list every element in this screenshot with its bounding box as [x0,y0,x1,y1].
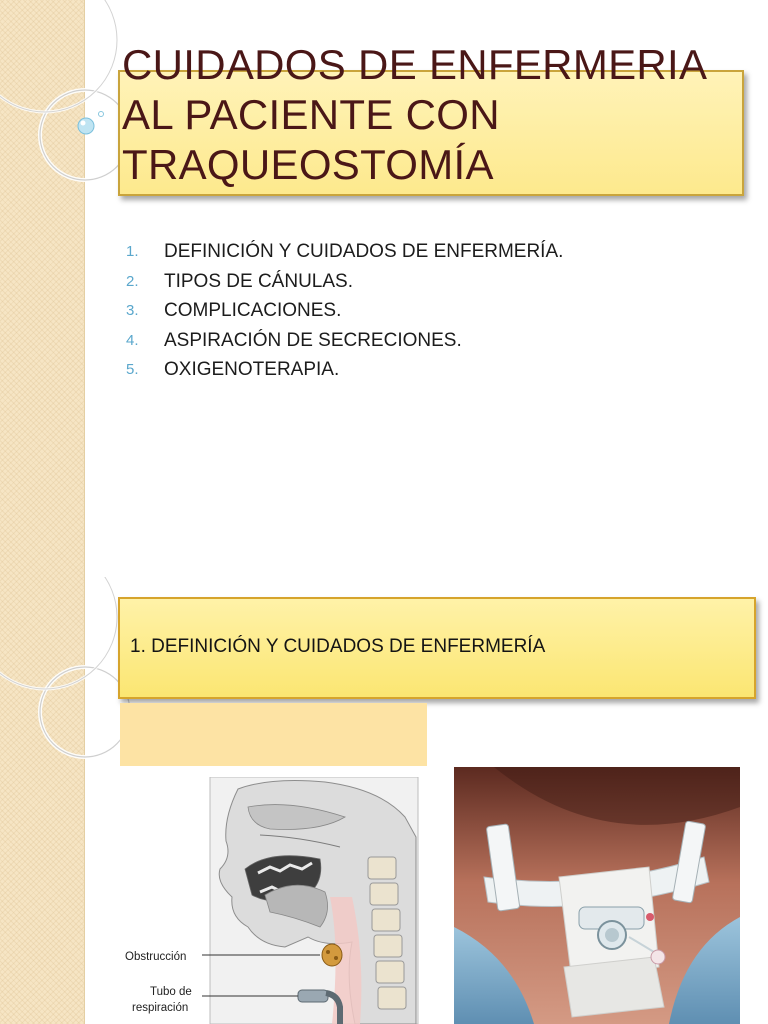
section-title: 1. DEFINICIÓN Y CUIDADOS DE ENFERMERÍA [130,636,546,657]
list-text: TIPOS DE CÁNULAS. [164,270,353,292]
topic-list [126,237,563,385]
slide-2 [0,577,768,1024]
list-item [126,326,563,356]
label-tube-line-2: respiración [132,1002,189,1014]
list-item [126,355,563,385]
beige-text-box [120,703,427,766]
list-number: 2. [126,272,139,290]
anatomy-illustration [120,777,420,1024]
list-text: OXIGENOTERAPIA. [164,359,340,380]
list-number: 4. [126,331,139,349]
list-number: 5. [126,361,139,378]
title-line-2: AL PACIENTE CON [122,91,500,138]
title-line-3: TRAQUEOSTOMÍA [122,141,494,188]
list-item [126,237,563,267]
label-tube-line-1: Tubo de [150,986,192,998]
slide-title [122,40,762,190]
title-line-1: CUIDADOS DE ENFERMERIA [122,41,708,88]
list-item [126,296,563,326]
list-number: 1. [126,243,139,260]
tracheostomy-photo [454,767,740,1024]
list-text: DEFINICIÓN Y CUIDADOS DE ENFERMERÍA. [164,241,564,262]
list-text: COMPLICACIONES. [164,300,342,321]
list-number: 3. [126,302,139,319]
list-text: ASPIRACIÓN DE SECRECIONES. [164,329,462,351]
label-obstruction: Obstrucción [125,951,187,963]
list-item [126,267,563,297]
